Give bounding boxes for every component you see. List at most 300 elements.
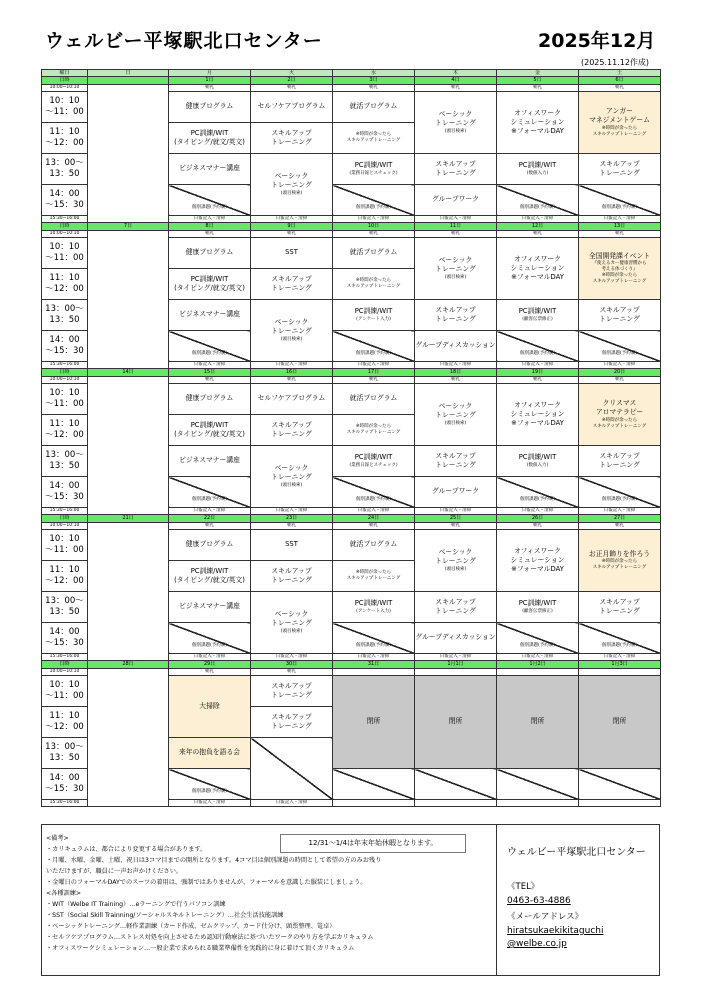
activity-cell [579,238,661,300]
activity-label: 閉所 [530,717,545,726]
contact-block [496,825,660,975]
morning-activity-cell: 朝礼 [169,669,251,676]
individual-task-label: 個別課題(予約制) [191,350,227,356]
activity-cell [497,477,579,508]
activity-label: オフィスワーク シミュレーション ※フォーマルDAY [510,400,565,428]
individual-task-label: 個別課題(予約制) [191,204,227,210]
activity-cell [579,331,661,362]
morning-activity-cell: 朝礼 [169,85,251,92]
evening-time-cell: 15:30~16:00 [42,508,88,515]
morning-row [42,85,661,92]
activity-label: PC訓練/WIT [354,453,393,462]
sunday-cell [88,231,169,369]
evening-activity-cell: 日報記入・清掃 [497,362,579,369]
morning-time-cell: 10:00~10:10 [42,377,88,384]
activity-cell [169,300,251,331]
activity-cell [579,154,661,185]
activity-cell [333,676,415,769]
date-cell: 6日 [579,77,661,85]
day-header-cell: 金 [497,70,579,77]
date-label-cell: 日時 [42,223,88,231]
contact-center-name: ウェルビー平塚駅北口センター [507,847,646,858]
activity-cell [497,154,579,185]
activity-label: PC訓練/WIT (タイピング/就文/英文) [174,274,245,292]
day-header-cell: 日 [88,70,169,77]
day-header-cell: 木 [415,70,497,77]
date-cell: 28日 [88,661,169,669]
evening-activity-cell: 日報記入・清掃 [333,362,415,369]
activity-label: オフィスワーク シミュレーション ※フォーマルDAY [510,546,565,574]
activity-label: 健康プログラム [185,394,234,403]
individual-task-label: 個別課題(予約制) [519,642,555,648]
activity-cell [415,92,497,154]
activity-cell [169,769,251,800]
activity-label: PC訓練/WIT [518,307,557,316]
activity-label: PC訓練/WIT [354,307,393,316]
activity-cell [333,154,415,185]
activity-label: スキルアップ トレーニング [599,305,640,323]
schedule-table [41,69,661,807]
note-line: ・月曜、水曜、金曜、土曜、祝日は3コマ目までの開所となります。4コマ目は個別課題の時間として希望の方のみお残り [46,857,382,864]
activity-label: グループディスカッション [415,341,496,350]
activity-label: 就活プログラム [349,540,398,549]
activity-cell [169,676,251,738]
evening-activity-cell: 日報記入・清掃 [415,508,497,515]
morning-activity-cell: 朝礼 [415,377,497,384]
activity-label: スキルアップ トレーニング [599,451,640,469]
morning-activity-cell [579,669,661,676]
morning-activity-cell: 朝礼 [497,377,579,384]
individual-task-label: 個別課題(予約制) [355,642,391,648]
time-slot-cell: 14：00 ～15：30 [42,623,88,654]
activity-note: (数値入力) [526,462,549,468]
activity-cell [333,331,415,362]
activity-label: グループワーク [431,195,480,204]
activity-label: スキルアップ トレーニング [271,420,312,438]
activity-cell [169,384,251,415]
note-line: ・カリキュラムは、都合により変更する場合があります。 [46,846,207,853]
time-slot-cell: 11：10 ～12：00 [42,269,88,300]
footer-area [41,824,660,976]
individual-task-label: 個別課題(予約制) [519,350,555,356]
activity-cell [333,300,415,331]
activity-label: ベーシック トレーニング [271,172,312,190]
time-slot-cell: 10：10 ～11：00 [42,530,88,561]
date-row [42,369,661,377]
individual-task-label: 個別課題(予約制) [191,496,227,502]
activity-cell [333,123,415,154]
date-row [42,77,661,85]
date-cell: 8日 [169,223,251,231]
activity-note: ※時間が余ったら スキルアップトレーニング [592,559,647,571]
evening-activity-cell: 日報記入・清掃 [579,216,661,223]
activity-cell [579,592,661,623]
day-header-cell: 曜日 [42,70,88,77]
evening-activity-cell: 日報記入・清掃 [579,508,661,515]
activity-note: ※時間が余ったら スキルアップトレーニング [592,125,647,137]
date-cell: 25日 [415,515,497,523]
individual-task-label: 個別課題(予約制) [191,642,227,648]
evening-activity-cell: 日報記入・清掃 [333,654,415,661]
schedule-calendar [41,69,661,807]
activity-cell [579,446,661,477]
activity-note: ※時間が余ったら スキルアップトレーニング [346,131,401,143]
evening-activity-cell: 日報記入・清掃 [251,508,333,515]
evening-activity-cell: 日報記入・清掃 [251,800,333,807]
note-line: ・セルフケアプログラム…ストレス対処を向上させるため認知行動療法に基づいたワークのやり方を学ぶカリキュラム [46,934,374,941]
activity-cell [251,92,333,123]
evening-activity-cell: 日報記入・清掃 [251,362,333,369]
individual-task-label: 個別課題(予約制) [601,642,637,648]
activity-cell [333,415,415,446]
activity-cell [415,446,497,477]
sunday-cell [88,523,169,661]
activity-note: 『使えるカー健康習慣から 考える体づくり』 ※時間が余ったら スキルアップトレーニング [592,260,647,285]
date-cell: 26日 [497,515,579,523]
sunday-cell [88,377,169,515]
activity-cell [251,446,333,508]
activity-cell [497,530,579,592]
activity-cell [251,707,333,738]
evening-activity-cell: 日報記入・清掃 [251,216,333,223]
activity-cell [497,238,579,300]
activity-label: スキルアップ トレーニング [435,305,476,323]
activity-label: PC訓練/WIT [518,599,557,608]
date-row [42,223,661,231]
activity-label: PC訓練/WIT [518,161,557,170]
note-line: <各種訓練> [46,890,82,897]
date-cell: 22日 [169,515,251,523]
activity-cell [333,477,415,508]
morning-time-cell: 10:00~10:10 [42,669,88,676]
morning-activity-cell: 朝礼 [333,377,415,384]
activity-label: オフィスワーク シミュレーション ※フォーマルDAY [510,108,565,136]
activity-cell [497,769,579,800]
activity-label: ビジネスマナー講座 [179,310,240,319]
morning-activity-cell: 朝礼 [579,231,661,238]
activity-note: (頭目検索) [280,482,303,488]
morning-row [42,523,661,530]
evening-activity-cell [497,800,579,807]
morning-activity-cell: 朝礼 [251,669,333,676]
mail-link-part2[interactable]: @welbe.co.jp [507,939,567,949]
morning-activity-cell: 朝礼 [169,523,251,530]
note-line: いただけますが、職員に一声お声かけください。 [46,868,183,875]
activity-label: スキルアップ トレーニング [435,451,476,469]
note-line: ・SST（Social Skill Trainning/ソーシャルスキルトレーニング）…社会生活技能訓練 [46,912,284,919]
morning-activity-cell: 朝礼 [415,231,497,238]
note-line: ・オフィスワークシミュレーション…一般企業で求められる職業準備性を実践的に身に着けて頂くカリキュラム [46,945,355,952]
mail-label: 《メールアドレス》 [507,912,584,922]
activity-cell [579,384,661,446]
date-cell: 4日 [415,77,497,85]
morning-row [42,231,661,238]
activity-cell [415,592,497,623]
time-slot-cell: 13：00～ 13：50 [42,446,88,477]
date-cell: 17日 [333,369,415,377]
evening-activity-cell: 日報記入・清掃 [169,800,251,807]
date-cell: 18日 [415,369,497,377]
evening-activity-cell: 日報記入・清掃 [579,654,661,661]
date-cell: 31日 [333,661,415,669]
holiday-notice: 12/31～1/4は年末年始休暇となります。 [280,834,466,853]
morning-activity-cell: 朝礼 [415,85,497,92]
activity-cell [251,300,333,362]
activity-label: ベーシック トレーニング [435,548,476,566]
activity-cell [415,185,497,216]
activity-label: グループディスカッション [415,633,496,642]
activity-label: スキルアップ トレーニング [271,566,312,584]
evening-time-cell: 15:30~16:00 [42,362,88,369]
morning-activity-cell: 朝礼 [579,377,661,384]
date-cell: 1日 [169,77,251,85]
individual-task-label: 個別課題(予約制) [355,496,391,502]
morning-activity-cell: 朝礼 [251,523,333,530]
morning-activity-cell [497,669,579,676]
activity-label: グループワーク [431,487,480,496]
evening-activity-cell: 日報記入・清掃 [497,216,579,223]
activity-cell [415,530,497,592]
evening-activity-cell: 日報記入・清掃 [497,654,579,661]
evening-activity-cell [415,800,497,807]
morning-activity-cell: 朝礼 [251,231,333,238]
tel-label: 《TEL》 [507,882,540,892]
morning-activity-cell: 朝礼 [497,523,579,530]
activity-cell [169,623,251,654]
activity-label: オフィスワーク シミュレーション ※フォーマルDAY [510,254,565,282]
activity-cell [497,676,579,769]
activity-cell [169,592,251,623]
activity-note: (顧客伝票修正) [522,316,553,322]
activity-cell [169,331,251,362]
evening-activity-cell: 日報記入・清掃 [415,216,497,223]
activity-note: (業務日報とスチェック) [349,462,398,468]
time-slot-cell: 13：00～ 13：50 [42,738,88,769]
activity-label: 閉所 [612,717,627,726]
morning-activity-cell: 朝礼 [333,523,415,530]
day-header-cell: 火 [251,70,333,77]
evening-activity-cell: 日報記入・清掃 [251,654,333,661]
activity-cell [579,623,661,654]
activity-cell [333,446,415,477]
note-line: ・金曜日のフォーマルDAYでのスーツの着用は、強制ではありませんが、フォーマルを意識した服装にしましょう。 [46,879,367,886]
date-label-cell: 日時 [42,77,88,85]
evening-activity-cell: 日報記入・清掃 [415,654,497,661]
date-row [42,515,661,523]
activity-label: スキルアップ トレーニング [599,597,640,615]
activity-cell [251,415,333,446]
activity-cell [169,561,251,592]
activity-cell [333,384,415,415]
activity-cell [333,769,415,800]
activity-label: 就活プログラム [349,394,398,403]
activity-cell [579,530,661,592]
activity-label: ビジネスマナー講座 [179,602,240,611]
activity-cell [415,154,497,185]
activity-note: (頭目検索) [444,420,467,426]
date-cell: 16日 [251,369,333,377]
activity-note: ※時間が余ったら スキルアップトレーニング [346,423,401,435]
activity-label: SST [285,540,298,549]
activity-cell [497,592,579,623]
activity-cell [251,676,333,707]
activity-cell [169,185,251,216]
date-cell: 13日 [579,223,661,231]
activity-note: ※時間が余ったら スキルアップトレーニング [346,277,401,289]
activity-note: (アンケート入力) [356,608,391,614]
activity-cell [169,477,251,508]
mail-link-part1[interactable]: hiratsukaekikitaguchi [507,926,604,936]
activity-label: スキルアップ トレーニング [271,274,312,292]
activity-cell [497,446,579,477]
time-slot-cell: 10：10 ～11：00 [42,676,88,707]
activity-note: ※時間が余ったら スキルアップトレーニング [592,417,647,429]
activity-cell [169,269,251,300]
note-line: <備考> [46,835,69,842]
activity-cell [497,92,579,154]
activity-cell [169,154,251,185]
evening-activity-cell [579,800,661,807]
activity-label: ベーシック トレーニング [435,110,476,128]
schedule-month: 2025年12月 [538,30,656,52]
activity-label: 就活プログラム [349,248,398,257]
date-cell: 3日 [333,77,415,85]
morning-time-cell: 10:00~10:10 [42,523,88,530]
evening-activity-cell: 日報記入・清掃 [333,508,415,515]
activity-note: (頭目検索) [444,274,467,280]
morning-time-cell: 10:00~10:10 [42,231,88,238]
evening-time-cell: 15:30~16:00 [42,654,88,661]
individual-task-label: 個別課題(予約制) [355,350,391,356]
date-cell: 21日 [88,515,169,523]
day-header-row [42,70,661,77]
activity-cell [333,269,415,300]
activity-note: (頭目検索) [280,190,303,196]
date-cell: 15日 [169,369,251,377]
date-cell: 2日 [251,77,333,85]
time-slot-cell: 13：00～ 13：50 [42,154,88,185]
activity-cell [251,530,333,561]
activity-cell [251,738,333,800]
activity-cell [415,676,497,769]
activity-cell [251,384,333,415]
morning-activity-cell: 朝礼 [497,231,579,238]
morning-activity-cell: 朝礼 [169,231,251,238]
date-cell: 7日 [88,223,169,231]
activity-label: アンガー マネジメントゲーム [589,107,650,125]
individual-task-label: 個別課題(予約制) [601,204,637,210]
evening-time-cell: 15:30~16:00 [42,216,88,223]
activity-cell [251,123,333,154]
activity-label: スキルアップ トレーニング [271,712,312,730]
activity-label: ベーシック トレーニング [271,464,312,482]
activity-cell [251,592,333,654]
morning-activity-cell: 朝礼 [497,85,579,92]
sunday-cell [88,669,169,807]
activity-cell [169,415,251,446]
activity-label: ベーシック トレーニング [435,256,476,274]
activity-label: ビジネスマナー講座 [179,164,240,173]
activity-note: (頭目検索) [280,628,303,634]
time-slot-cell: 14：00 ～15：30 [42,185,88,216]
day-header-cell: 土 [579,70,661,77]
sunday-cell [88,85,169,223]
morning-row [42,669,661,676]
time-slot-cell: 13：00～ 13：50 [42,592,88,623]
activity-note: (業務日報とスチェック) [349,170,398,176]
morning-activity-cell: 朝礼 [579,523,661,530]
activity-cell [415,477,497,508]
activity-label: スキルアップ トレーニング [435,597,476,615]
activity-label: 健康プログラム [185,540,234,549]
evening-activity-cell [333,800,415,807]
activity-cell [579,92,661,154]
activity-cell [579,769,661,800]
activity-label: SST [285,248,298,257]
activity-note: (頭目検索) [444,128,467,134]
activity-label: PC訓練/WIT (タイピング/就文/英文) [174,128,245,146]
activity-cell [333,623,415,654]
activity-cell [415,331,497,362]
date-label-cell: 日時 [42,515,88,523]
time-slot-cell: 11：10 ～12：00 [42,415,88,446]
date-label-cell: 日時 [42,369,88,377]
activity-label: PC訓練/WIT [518,453,557,462]
date-row [42,661,661,669]
evening-time-cell: 15:30~16:00 [42,800,88,807]
morning-activity-cell: 朝礼 [251,377,333,384]
date-cell: 23日 [251,515,333,523]
individual-task-label: 個別課題(予約制) [355,204,391,210]
activity-cell [415,623,497,654]
evening-activity-cell: 日報記入・清掃 [169,508,251,515]
activity-note: (頭目検索) [444,566,467,572]
activity-cell [497,185,579,216]
activity-label: 来年の抱負を語る会 [178,748,241,757]
morning-activity-cell: 朝礼 [415,523,497,530]
activity-cell [333,561,415,592]
morning-activity-cell: 朝礼 [251,85,333,92]
evening-activity-cell: 日報記入・清掃 [169,362,251,369]
time-slot-cell: 11：10 ～12：00 [42,561,88,592]
morning-activity-cell: 朝礼 [333,231,415,238]
activity-label: ベーシック トレーニング [271,318,312,336]
note-line: ・WIT（Welbe IT Training）…eラーニングで行うパソコン訓練 [46,901,226,908]
activity-cell [251,154,333,216]
date-cell: 27日 [579,515,661,523]
activity-label: お正月飾りを作ろう [588,549,651,558]
activity-label: ビジネスマナー講座 [179,456,240,465]
individual-task-label: 個別課題(予約制) [601,496,637,502]
evening-activity-cell: 日報記入・清掃 [169,654,251,661]
activity-cell [251,238,333,269]
date-cell: 10日 [333,223,415,231]
morning-row [42,377,661,384]
activity-note: (顧客伝票修正) [522,608,553,614]
note-line: ・ベーシックトレーニング…軽作業訓練（カード作成、ゼムクリップ、カード仕分け、頭票整理、篭卓） [46,923,336,930]
date-cell: 30日 [251,661,333,669]
date-cell: 1月2日 [497,661,579,669]
tel-link[interactable]: 0463-63-4886 [507,896,571,906]
activity-cell [169,446,251,477]
date-cell: 20日 [579,369,661,377]
activity-label: PC訓練/WIT [354,161,393,170]
day-header-cell: 月 [169,70,251,77]
activity-cell [169,738,251,769]
page-title: ウェルビー平塚駅北口センター [45,30,323,52]
activity-cell [333,238,415,269]
date-cell: 29日 [169,661,251,669]
